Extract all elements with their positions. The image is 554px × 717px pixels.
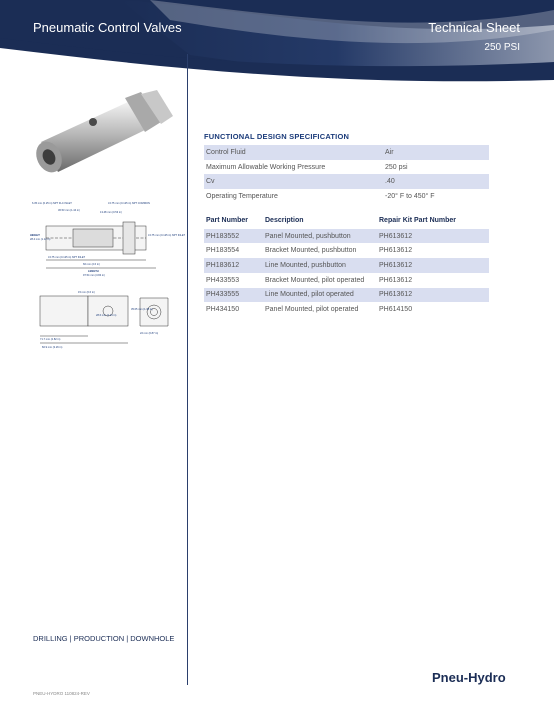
parts-row <box>204 288 489 303</box>
parts-row <box>204 302 489 317</box>
col-repair-kit: Repair Kit Part Number <box>379 217 457 225</box>
drawing-dim-8: 71.7 mm (2.82 in) <box>40 338 61 341</box>
drawing-dim-4: 66 mm (2.6 in) <box>83 263 100 266</box>
header-wave-graphic <box>0 0 554 92</box>
spec-table <box>204 145 489 204</box>
part-description: Line Mounted, pilot operated <box>263 288 377 303</box>
spec-label: Cv <box>204 174 383 189</box>
drawing-length-value: 97.54 mm (3.84 in) <box>83 274 105 277</box>
spec-value: .40 <box>383 174 489 189</box>
spec-value: 250 psi <box>385 163 408 171</box>
part-number: PH183554 <box>206 247 240 255</box>
spec-row <box>204 160 489 175</box>
repair-kit-number: PH613612 <box>377 229 489 244</box>
spec-label: Maximum Allowable Working Pressure <box>206 163 326 171</box>
repair-kit-number: PH613612 <box>377 258 489 273</box>
parts-header-row <box>204 213 489 229</box>
drawing-dim-7: 22 mm (0.87 in) <box>140 332 159 335</box>
drawing-vent-label: 3.175 mm (0.125 in) NPT INLET <box>148 234 186 237</box>
part-description: Panel Mounted, pushbutton <box>263 229 377 244</box>
part-number: PH433555 <box>204 288 263 303</box>
part-number: PH183552 <box>204 229 263 244</box>
spec-row <box>204 189 489 204</box>
pressure-rating: 250 PSI <box>484 42 520 53</box>
drawing-length-label: LENGTH <box>88 270 99 273</box>
spec-row <box>204 174 489 189</box>
col-description: Description <box>265 217 304 225</box>
brand-logo: Pneu-Hydro <box>432 670 506 685</box>
part-description: Bracket Mounted, pilot operated <box>265 276 365 284</box>
page-header <box>0 0 554 92</box>
part-description: Bracket Mounted, pushbutton <box>265 247 357 255</box>
drawing-common-label: 3.175 mm (0.125 in) NPT COMMON <box>108 202 150 205</box>
spec-row <box>204 145 489 160</box>
page-title: Pneumatic Control Valves <box>33 20 182 35</box>
industry-tagline: DRILLING | PRODUCTION | DOWNHOLE <box>33 634 175 643</box>
parts-row <box>204 243 489 258</box>
spec-value: -20° F to 450° F <box>385 192 435 200</box>
col-part-number: Part Number <box>206 217 249 225</box>
repair-kit-number: PH614150 <box>379 306 413 314</box>
spec-label: Control Fluid <box>204 145 383 160</box>
repair-kit-number: PH613612 <box>379 276 413 284</box>
drawing-dim-3: 3.175 mm (0.125 in) NPT INLET <box>48 256 86 259</box>
drawing-inlet-label: 6.35 mm (0.25 in) NPT FLC INLET <box>32 202 72 205</box>
valve-product-photo <box>33 92 173 180</box>
drawing-height-label: HEIGHT <box>30 234 40 237</box>
drawing-slot-dim: 15 mm (0.6 in) <box>78 291 95 294</box>
part-number: PH433553 <box>206 276 240 284</box>
spec-heading: FUNCTIONAL DESIGN SPECIFICATION <box>204 132 350 141</box>
parts-row <box>204 229 489 244</box>
drawing-dim-5: 28.6 mm (1.13 in) <box>96 314 117 317</box>
document-number: PNEU-HYDRO 110824-REV <box>33 691 90 696</box>
repair-kit-number: PH613612 <box>379 247 413 255</box>
technical-drawing <box>28 198 186 358</box>
part-number: PH434150 <box>206 306 240 314</box>
spec-section <box>204 132 489 317</box>
drawing-height-value: 28.4 mm (1.12 in) <box>30 238 51 241</box>
part-number: PH183612 <box>204 258 263 273</box>
part-description: Line Mounted, pushbutton <box>263 258 377 273</box>
column-divider <box>187 54 188 685</box>
drawing-dim-9: 82.9 mm (3.26 in) <box>42 346 63 349</box>
drawing-dim-1: 36.53 mm (1.44 in) <box>58 209 80 212</box>
spec-value: Air <box>383 145 489 160</box>
drawing-dim-2: 13.48 mm (0.53 in) <box>100 211 122 214</box>
drawing-dim-6: 35.05 mm (1.38 in) <box>131 308 153 311</box>
parts-row <box>204 273 489 288</box>
spec-label: Operating Temperature <box>206 192 278 200</box>
parts-row <box>204 258 489 273</box>
parts-table <box>204 213 489 317</box>
doc-type-label: Technical Sheet <box>428 20 520 35</box>
part-description: Panel Mounted, pilot operated <box>265 306 359 314</box>
repair-kit-number: PH613612 <box>377 288 489 303</box>
